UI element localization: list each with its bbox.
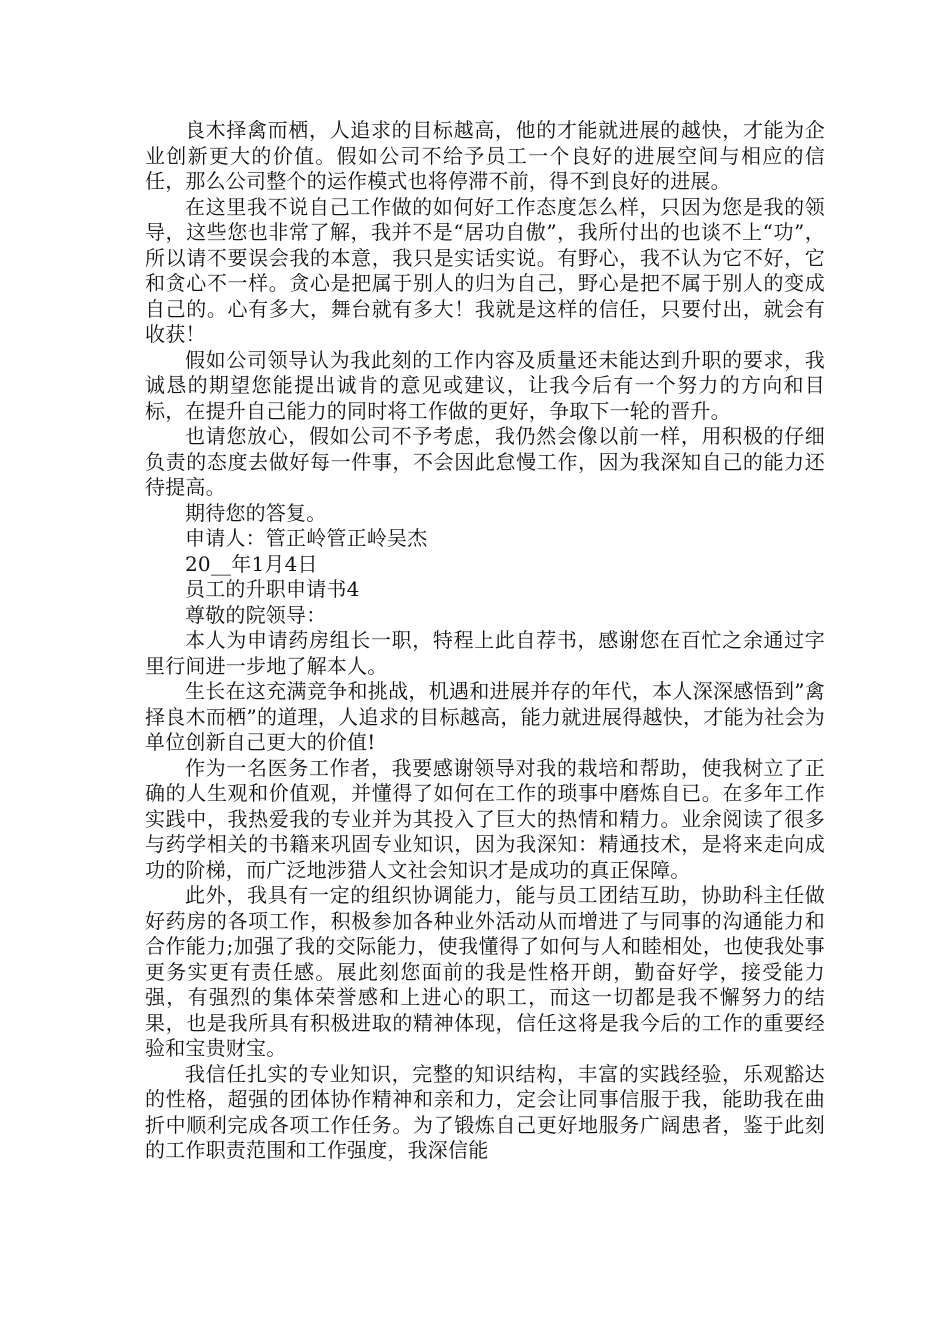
paragraph-reassurance: 也请您放心，假如公司不予考虑，我仍然会像以前一样，用积极的仔细负责的态度去做好每一件事，不会因此怠慢工作，因为我深知自己的能力还待提高。 xyxy=(145,424,825,499)
document-page xyxy=(145,118,825,1164)
paragraph-confidence: 我信任扎实的专业知识，完整的知识结构，丰富的实践经验，乐观豁达的性格，超强的团体协作精神和亲和力，定会让同事信服于我，能助我在曲折中顺利完成各项工作任务。为了锻炼自己更好地服务广阔患者，鉴于此刻的工作职责范围和工作强度，我深信能 xyxy=(145,1061,825,1162)
salutation-line: 尊敬的院领导： xyxy=(185,602,327,627)
paragraph-era: 生长在这充满竞争和挑战，机遇和进展并存的年代，本人深深感悟到”禽择良木而栖”的道理，人追求的目标越高，能力就进展得越快，才能为社会为单位创新自己更大的价值! xyxy=(145,679,825,754)
section-title: 员工的升职申请书4 xyxy=(185,577,360,601)
paragraph-abilities: 此外，我具有一定的组织协调能力，能与员工团结互助，协助科主任做好药房的各项工作，积极参加各种业外活动从而增进了与同事的沟通能力和合作能力;加强了我的交际能力，使我懂得了如何与人和睦相处，也使我处事更务实更有责任感。展此刻您面前的我是性格开朗，勤奋好学，接受能力强，有强烈的集体荣誉感和上进心的职工，而这一切都是我不懈努力的结果，也是我所具有积极进取的精神体现，信任这将是我今后的工作的重要经验和宝贵财宝。 xyxy=(145,883,825,1060)
applicant-line: 申请人：管正岭管正岭吴杰 xyxy=(185,526,428,550)
closing-line: 期待您的答复。 xyxy=(185,500,327,525)
paragraph-application: 本人为申请药房组长一职，特程上此自荐书，感谢您在百忙之余通过字里行间进一步地了解本人。 xyxy=(145,628,825,678)
paragraph-ambition: 在这里我不说自己工作做的如何好工作态度怎么样，只因为您是我的领导，这些您也非常了解，我并不是“居功自傲”，我所付出的也谈不上“功”，所以请不要误会我的本意，我只是实话实说。有野心，我不认为它不好，它和贪心不一样。贪心是把属于别人的归为自己，野心是把不属于别人的变成自己的。心有多大，舞台就有多大！我就是这样的信任，只要付出，就会有收获！ xyxy=(145,194,825,346)
paragraph-gratitude: 作为一名医务工作者，我要感谢领导对我的栽培和帮助，使我树立了正确的人生观和价值观，并懂得了如何在工作的琐事中磨炼自已。在多年工作实践中，我热爱我的专业并为其投入了巨大的热情和精力。业余阅读了很多与药学相关的书籍来巩固专业知识，因为我深知：精通技术，是将来走向成功的阶梯，而广泛地涉猎人文社会知识才是成功的真正保障。 xyxy=(145,755,825,882)
paragraph-feedback-request: 假如公司领导认为我此刻的工作内容及质量还未能达到升职的要求，我诚恳的期望您能提出诚肯的意见或建议，让我今后有一个努力的方向和目标，在提升自己能力的同时将工作做的更好，争取下一轮的晋升。 xyxy=(145,347,825,423)
date-line: 20__年1月4日 xyxy=(185,551,318,576)
paragraph-talent: 良木择禽而栖，人追求的目标越高，他的才能就进展的越快，才能为企业创新更大的价值。假如公司不给予员工一个良好的进展空间与相应的信任，那么公司整个的运作模式也将停滞不前，得不到良好的进展。 xyxy=(145,118,825,193)
